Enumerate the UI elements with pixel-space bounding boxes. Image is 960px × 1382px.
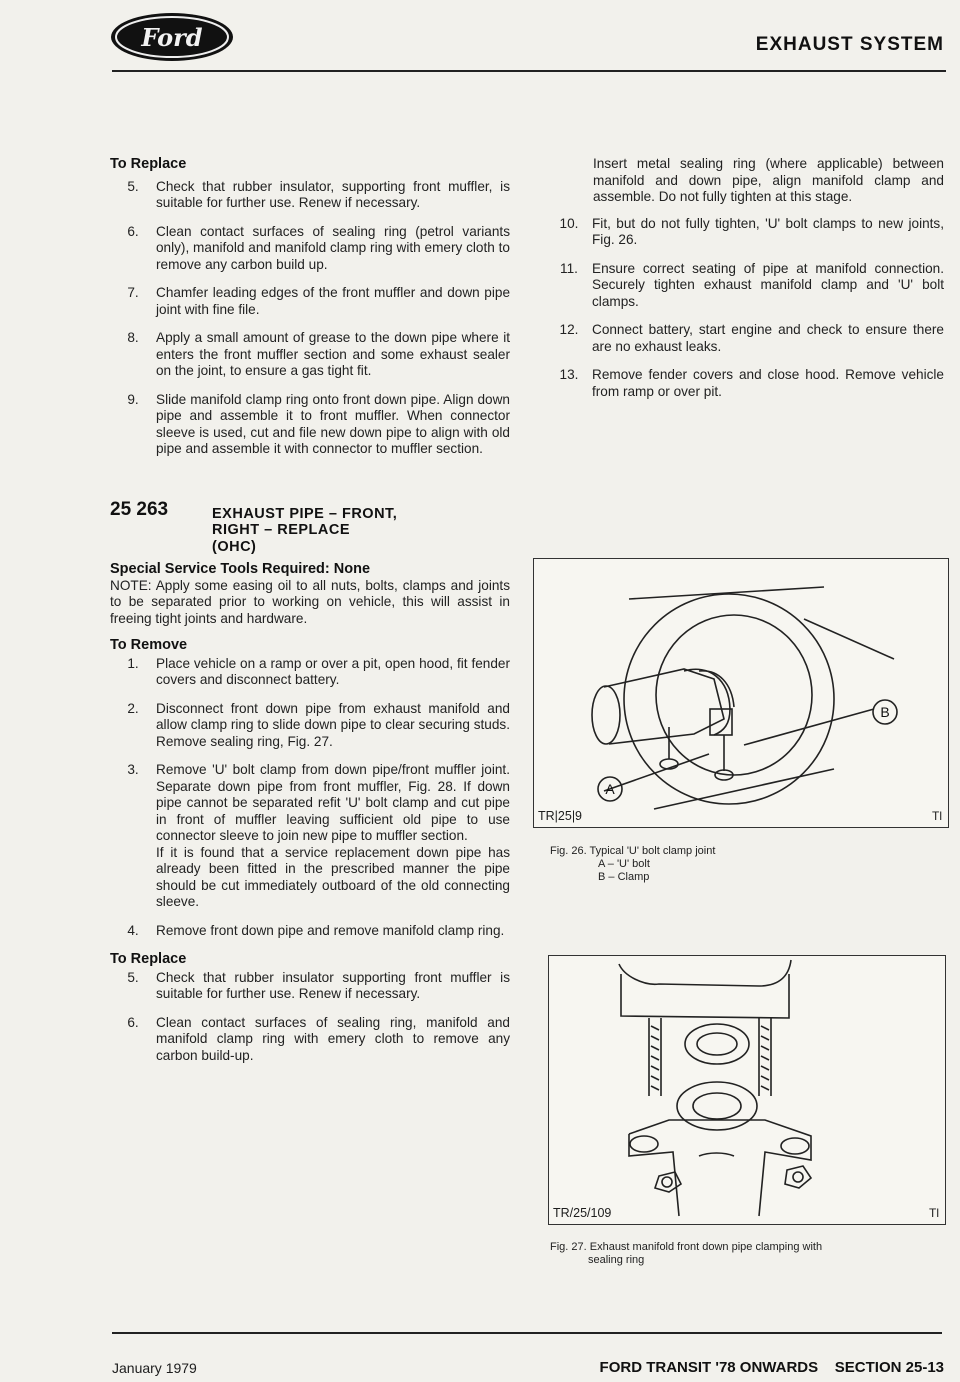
section-title-line: (OHC) — [212, 538, 257, 555]
step-item — [110, 330, 510, 380]
ford-logo — [108, 10, 236, 64]
step-number: 13. — [559, 367, 579, 382]
step-number: 6. — [127, 1014, 139, 1030]
caption-title: Fig. 26. Typical 'U' bolt clamp joint — [550, 845, 716, 857]
step-text: Ensure correct seating of pipe at manifold connection. Securely tighten exhaust manifold clamp and 'U' bolt clamps. — [592, 260, 944, 309]
figure-mark: Tl — [929, 1206, 939, 1220]
caption-item: A – 'U' bolt — [598, 858, 650, 870]
step-item — [110, 923, 510, 940]
section-title-line: EXHAUST PIPE – FRONT, — [212, 505, 398, 522]
step-number: 12. — [559, 322, 579, 337]
step-item — [546, 367, 944, 400]
section-title — [212, 502, 397, 556]
figure-26-caption — [550, 845, 715, 884]
step-item — [110, 1015, 510, 1065]
figure-code: TR/25/109 — [553, 1206, 612, 1220]
step-number: 11. — [560, 260, 578, 276]
section-title-line: RIGHT – REPLACE — [212, 522, 351, 538]
step-text: Connect battery, start engine and check to ensure there are no exhaust leaks. — [592, 322, 944, 354]
note-text: NOTE: Apply some easing oil to all nuts, bolts, clamps and joints to be separated prior to working on vehicle, this will assist in freeing tight joints and hardware. — [110, 577, 510, 626]
step-number: 8. — [127, 330, 139, 345]
step-number: 7. — [127, 285, 139, 300]
step-item — [110, 392, 510, 458]
figure-mark: Tl — [932, 809, 942, 823]
step-item — [546, 216, 944, 249]
remove-heading: To Remove — [110, 637, 188, 653]
step-text: Clean contact surfaces of sealing ring (petrol variants only), manifold and manifold clamp ring with emery cloth to remove any carbon build up. — [156, 223, 510, 272]
step-item — [110, 224, 510, 274]
step-number: 4. — [127, 922, 139, 938]
step-text: Apply a small amount of grease to the down pipe where it enters the front muffler section and some exhaust sealer on the joint, to ensure a gas tight fit. — [156, 330, 510, 378]
step-paragraph: Remove 'U' bolt clamp from down pipe/front muffler joint. Separate down pipe from front muffler, Fig. 28. If down pipe cannot be separated refit 'U' bolt clamp and cut pipe in front of muffler leaving sufficient old pipe to use connector sleeve to join new pipe to muffler section. — [156, 762, 510, 843]
page-title: EXHAUST SYSTEM — [755, 34, 944, 55]
right-column — [546, 156, 944, 412]
step-paragraph: If it is found that a service replacement down pipe has already been fitted in the prescribed manner the pipe should be cut immediately outboard of the old connecting sleeve. — [156, 844, 510, 909]
special-tools: Special Service Tools Required: None — [110, 561, 371, 577]
step-text: Remove fender covers and close hood. Remove vehicle from ramp or over pit. — [592, 367, 944, 399]
footer-date: January 1979 — [112, 1360, 197, 1376]
step-item — [110, 656, 510, 689]
replace-heading: To Replace — [110, 156, 187, 172]
step-text: Slide manifold clamp ring onto front down pipe. Align down pipe and assemble it to front muffler. When connector sleeve is used, cut and file new down pipe to align with old pipe and assemble it with connector to muffler section. — [156, 391, 510, 456]
section-heading — [110, 498, 510, 556]
step-number: 5. — [127, 969, 139, 985]
caption-continuation: sealing ring — [588, 1254, 645, 1266]
step-text: Disconnect front down pipe from exhaust manifold and allow clamp ring to slide down pipe to clear securing studs. Remove sealing ring, Fig. 27. — [156, 700, 510, 749]
step-item — [110, 701, 510, 751]
step-number: 6. — [127, 223, 139, 239]
callout-b: B — [880, 704, 890, 720]
replace-heading: To Replace — [110, 951, 187, 967]
step-item — [546, 261, 944, 311]
figure-26 — [533, 558, 949, 828]
step-number: 1. — [127, 655, 139, 671]
intro-text: Insert metal sealing ring (where applicable) between manifold and down pipe, align manifold clamp and assemble. Do not fully tighten at this stage. — [593, 156, 944, 204]
step-number: 2. — [127, 700, 139, 716]
step-number: 3. — [127, 762, 139, 777]
step-number: 10. — [559, 215, 579, 231]
step-item — [110, 179, 510, 212]
step-text: Fit, but do not fully tighten, 'U' bolt clamps to new joints, Fig. 26. — [592, 215, 944, 247]
step-item — [110, 285, 510, 318]
step-text: Chamfer leading edges of the front muffler and down pipe joint with fine file. — [156, 285, 510, 317]
caption-title: Fig. 27. Exhaust manifold front down pipe clamping with — [550, 1241, 823, 1253]
figure-27 — [548, 955, 946, 1225]
step-text: Check that rubber insulator, supporting front muffler, is suitable for further use. Renew if necessary. — [156, 178, 510, 210]
step-number: 9. — [127, 391, 139, 407]
figure-27-caption — [550, 1241, 930, 1267]
callout-a: A — [605, 781, 615, 797]
step-text — [156, 762, 510, 911]
manifold-clamp-illustration — [549, 956, 945, 1224]
figure-code: TR|25|9 — [538, 809, 583, 823]
left-column — [110, 156, 510, 1076]
step-item — [110, 970, 510, 1003]
step-item — [110, 762, 510, 911]
caption-item: B – Clamp — [598, 871, 650, 883]
step-item — [546, 322, 944, 355]
header-rule — [112, 70, 946, 72]
step-text: Check that rubber insulator supporting front muffler is suitable for further use. Renew if necessary. — [156, 969, 510, 1001]
step-text: Remove front down pipe and remove manifold clamp ring. — [156, 922, 505, 938]
section-number: 25 263 — [110, 498, 169, 520]
logo-text: Ford — [141, 23, 203, 52]
step-text: Place vehicle on a ramp or over a pit, open hood, fit fender covers and disconnect battery. — [156, 655, 510, 687]
footer-rule — [112, 1332, 942, 1334]
step-number: 5. — [127, 178, 139, 194]
u-bolt-clamp-illustration — [534, 559, 948, 827]
footer-title: FORD TRANSIT '78 ONWARDS SECTION 25-13 — [599, 1359, 944, 1376]
step-text: Clean contact surfaces of sealing ring, manifold and manifold clamp ring with emery cloth to remove any carbon build-up. — [156, 1014, 510, 1063]
